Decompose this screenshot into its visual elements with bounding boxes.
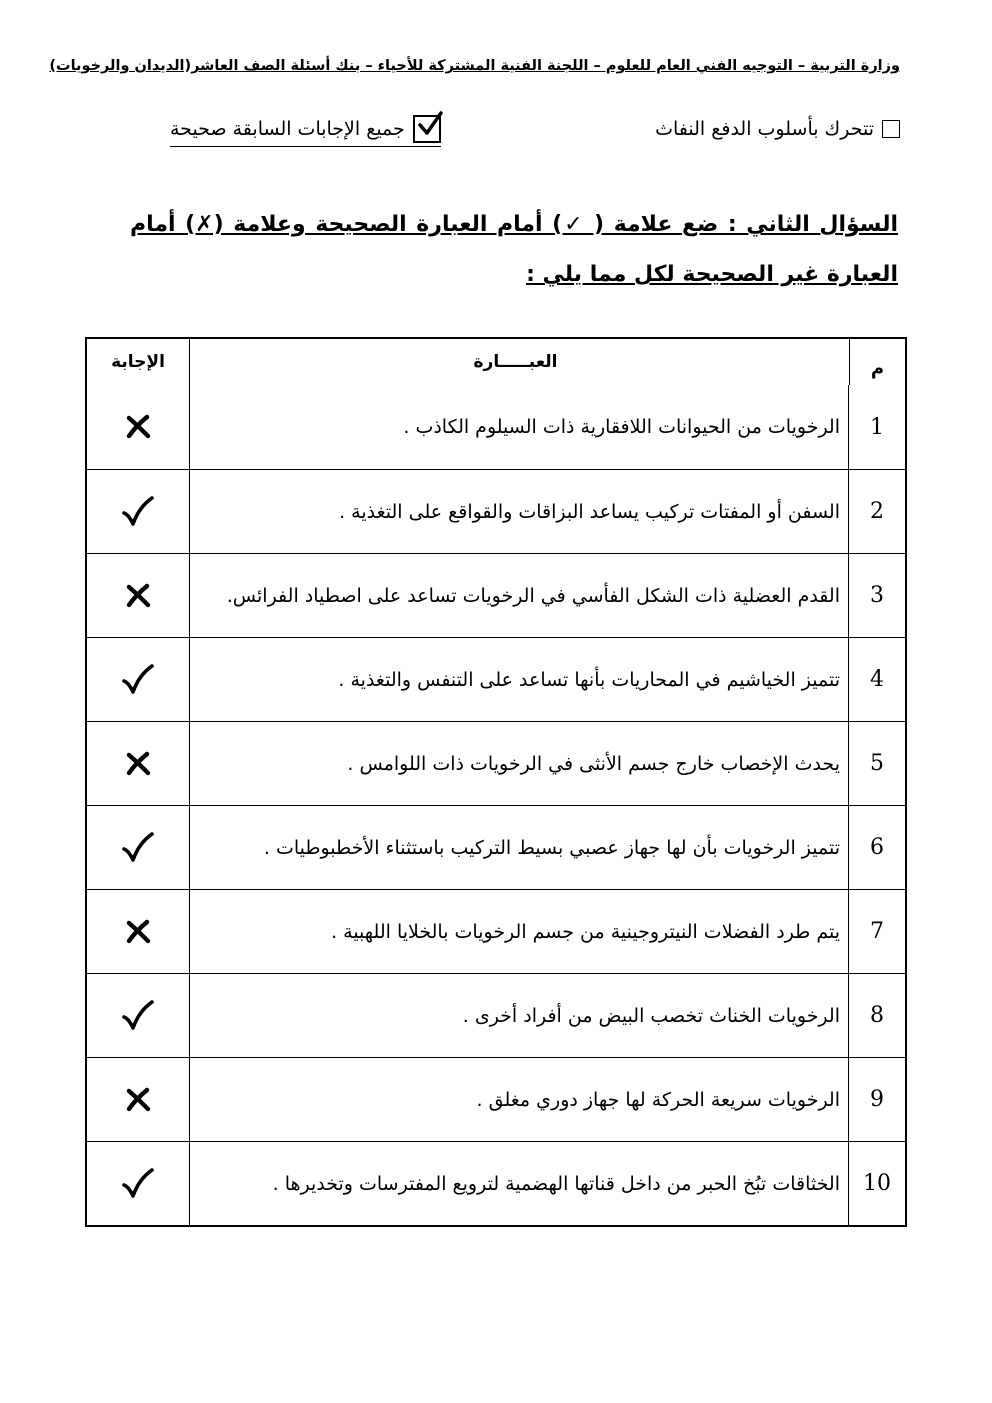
option-label: جميع الإجابات السابقة صحيحة — [170, 118, 405, 140]
row-number: 8 — [848, 974, 905, 1057]
cross-mark-icon — [87, 385, 189, 469]
table-header-row — [87, 339, 905, 385]
row-statement: يحدث الإخصاب خارج جسم الأنثى في الرخويات ذات اللوامس . — [189, 722, 848, 805]
row-statement: الرخويات الخناث تخصب البيض من أفراد أخرى . — [189, 974, 848, 1057]
table-row — [87, 973, 905, 1057]
table-row — [87, 637, 905, 721]
check-mark-icon — [87, 470, 189, 553]
empty-checkbox-icon[interactable] — [882, 120, 900, 138]
table-row — [87, 1057, 905, 1141]
check-mark-icon — [87, 806, 189, 889]
row-statement: الرخويات من الحيوانات اللافقارية ذات السيلوم الكاذب . — [189, 385, 848, 469]
row-statement: القدم العضلية ذات الشكل الفأسي في الرخويات تساعد على اصطياد الفرائس. — [189, 554, 848, 637]
table-row — [87, 385, 905, 469]
row-number: 1 — [848, 385, 905, 469]
check-mark-icon — [87, 974, 189, 1057]
cross-mark-icon — [87, 722, 189, 805]
table-row — [87, 721, 905, 805]
header-statement: العبـــــارة — [189, 339, 849, 385]
answers-table — [85, 337, 907, 1227]
cross-mark-icon — [87, 890, 189, 973]
row-statement: يتم طرد الفضلات النيتروجينية من جسم الرخويات بالخلايا اللهبية . — [189, 890, 848, 973]
question-title: السؤال الثاني : ضع علامة ( ✓) أمام العبارة الصحيحة وعلامة (✗) أمام العبارة غير الصحيحة لكل مما يلي : — [130, 212, 898, 287]
table-row — [87, 889, 905, 973]
option-all-correct[interactable] — [170, 114, 441, 147]
table-row — [87, 553, 905, 637]
row-number: 3 — [848, 554, 905, 637]
check-mark-icon — [87, 638, 189, 721]
row-number: 10 — [848, 1142, 905, 1225]
table-row — [87, 805, 905, 889]
checked-checkbox-icon[interactable] — [413, 115, 441, 143]
page-header: وزارة التربية – التوجيه الفني العام للعلوم – اللجنة الفنية المشتركة للأحياء – بنك أسئلة الصف العاشر(الديدان والرخويات) — [49, 58, 900, 74]
row-number: 4 — [848, 638, 905, 721]
row-number: 9 — [848, 1058, 905, 1141]
row-number: 6 — [848, 806, 905, 889]
row-statement: السفن أو المفتات تركيب يساعد البزاقات والقواقع على التغذية . — [189, 470, 848, 553]
cross-mark-icon — [87, 554, 189, 637]
row-statement: تتميز الرخويات بأن لها جهاز عصبي بسيط التركيب باستثناء الأخطبوطيات . — [189, 806, 848, 889]
row-statement: الرخويات سريعة الحركة لها جهاز دوري مغلق . — [189, 1058, 848, 1141]
check-mark-icon — [87, 1142, 189, 1225]
row-number: 2 — [848, 470, 905, 553]
row-statement: الخثاقات تبُخ الحبر من داخل قناتها الهضمية لترويع المفترسات وتخديرها . — [189, 1142, 848, 1225]
header-answer: الإجابة — [111, 352, 165, 372]
header-num: م — [849, 339, 905, 385]
option-jet-propulsion[interactable] — [655, 114, 900, 144]
table-row — [87, 469, 905, 553]
row-number: 5 — [848, 722, 905, 805]
option-label: تتحرك بأسلوب الدفع النفاث — [655, 118, 874, 140]
cross-mark-icon — [87, 1058, 189, 1141]
table-row — [87, 1141, 905, 1225]
row-number: 7 — [848, 890, 905, 973]
row-statement: تتميز الخياشيم في المحاريات بأنها تساعد على التنفس والتغذية . — [189, 638, 848, 721]
